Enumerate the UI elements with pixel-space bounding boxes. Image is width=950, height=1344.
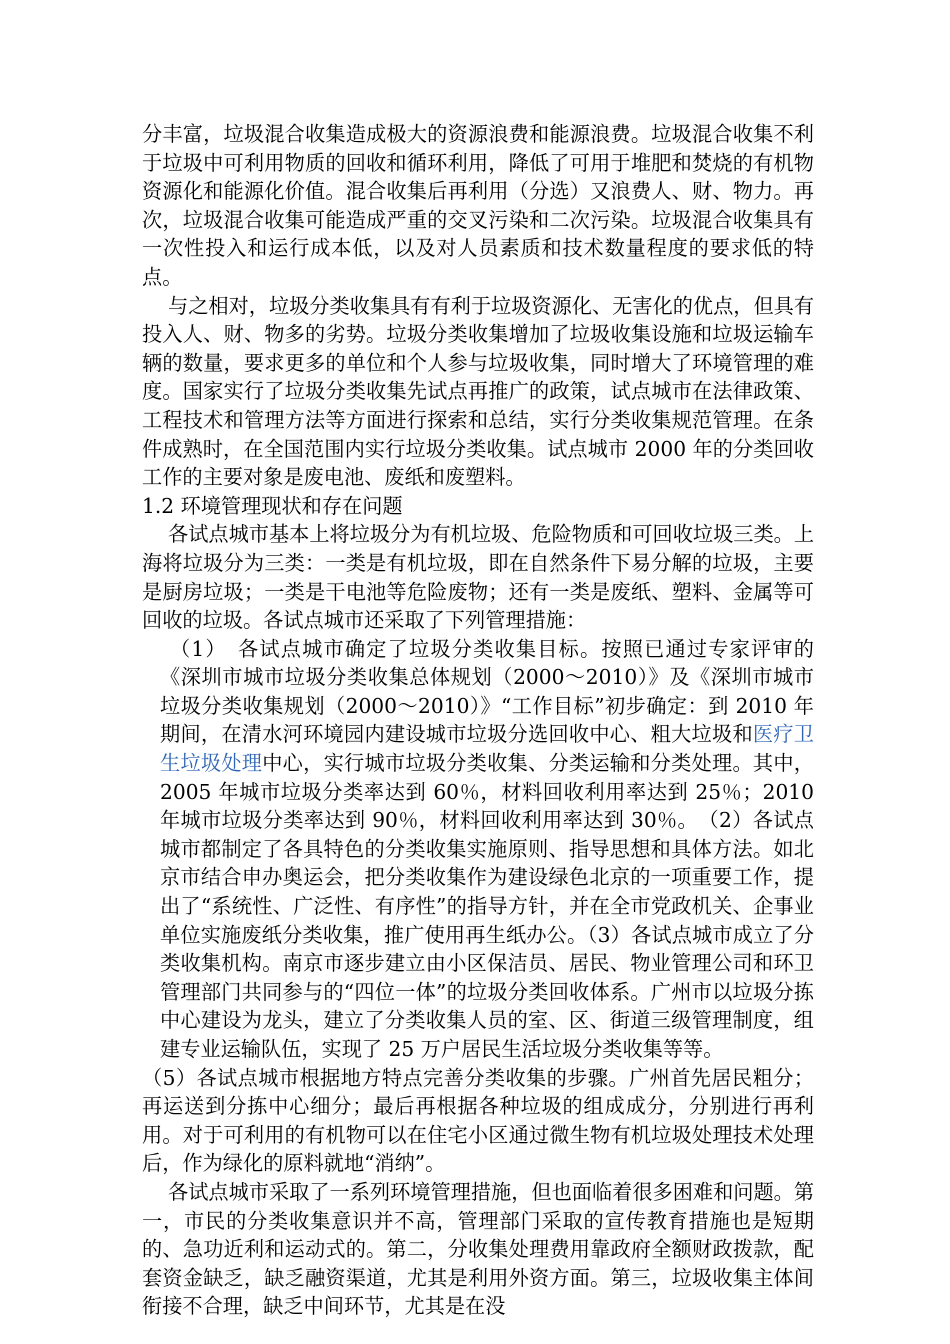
- paragraph-sorted-collection: 与之相对，垃圾分类收集具有有利于垃圾资源化、无害化的优点，但具有投入人、财、物多的劣势。垃圾分类收集增加了垃圾收集设施和垃圾运输车辆的数量，要求更多的单位和个人参与垃圾收集，同时增大了环境管理的难度。国家实行了垃圾分类收集先试点再推广的政策，试点城市在法律政策、工程技术和管理方法等方面进行探索和总结，实行分类收集规范管理。在条件成熟时，在全国范围内实行垃圾分类收集。试点城市 2000 年的分类回收工作的主要对象是废电池、废纸和废塑料。: [142, 293, 815, 490]
- paragraph-problems: 各试点城市采取了一系列环境管理措施，但也面临着很多困难和问题。第一，市民的分类收集意识并不高，管理部门采取的宣传教育措施也是短期的、急功近利和运动式的。第二，分收集处理费用靠政府全额财政拨款，配套资金缺乏，缺乏融资渠道，尤其是利用外资方面。第三，垃圾收集主体间衔接不合理，缺乏中间环节，尤其是在没: [142, 1179, 815, 1319]
- measures-text-part-a: （1） 各试点城市确定了垃圾分类收集目标。按照已通过专家评审的《深圳市城市垃圾分类收集总体规划（2000～2010）》及《深圳市城市垃圾分类收集规划（2000～2010）》“工作目标”初步确定：到 2010 年期间，在清水河环境园内建设城市垃圾分选回收中心、粗大垃圾和: [160, 636, 814, 747]
- document-page: [142, 120, 814, 1321]
- medical-waste-link[interactable]: 医疗卫生垃圾处理: [160, 722, 814, 776]
- paragraph-mixed-collection: 分丰富，垃圾混合收集造成极大的资源浪费和能源浪费。垃圾混合收集不利于垃圾中可利用物质的回收和循环利用，降低了可用于堆肥和焚烧的有机物资源化和能源化价值。混合收集后再利用（分选）又浪费人、财、物力。再次，垃圾混合收集可能造成严重的交叉污染和二次污染。垃圾混合收集具有一次性投入和运行成本低，以及对人员素质和技术数量程度的要求低的特点。: [142, 122, 814, 289]
- measures-list: [142, 635, 814, 1064]
- section-heading: 1.2 环境管理现状和存在问题: [142, 493, 403, 518]
- paragraph-measure-five: （5）各试点城市根据地方特点完善分类收集的步骤。广州首先居民粗分；再运送到分拣中心细分；最后再根据各种垃圾的组成成分，分别进行再利用。对于可利用的有机物可以在住宅小区通过微生物有机垃圾处理技术处理后，作为绿化的原料就地“消纳”。: [142, 1065, 814, 1176]
- measures-text-part-b: 中心，实行城市垃圾分类收集、分类运输和分类处理。其中，2005 年城市垃圾分类率达到 60％，材料回收利用率达到 25％；2010 年城市垃圾分类率达到 90％，材料回收利用率达到 30％。 （2）各试点城市都制定了各具特色的分类收集实施原则、指导思想和具体方法。如北京市结合申办奥运会，把分类收集作为建设绿色北京的一项重要工作，提出了“系统性、广泛性、有序性”的指导方针，并在全市党政机关、企事业单位实施废纸分类收集，推广使用再生纸办公。（3）各试点城市成立了分类收集机构。南京市逐步建立由小区保洁员、居民、物业管理公司和环卫管理部门共同参与的“四位一体”的垃圾分类回收体系。广州市以垃圾分拣中心建设为龙头，建立了分类收集人员的室、区、街道三级管理制度，组建专业运输队伍，实现了 25 万户居民生活垃圾分类收集等等。: [160, 751, 814, 1061]
- paragraph-pilot-cities: 各试点城市基本上将垃圾分为有机垃圾、危险物质和可回收垃圾三类。上海将垃圾分为三类：一类是有机垃圾，即在自然条件下易分解的垃圾，主要是厨房垃圾；一类是干电池等危险废物；还有一类是废纸、塑料、金属等可回收的垃圾。各试点城市还采取了下列管理措施：: [142, 522, 815, 633]
- measures-list-text: [160, 635, 814, 1064]
